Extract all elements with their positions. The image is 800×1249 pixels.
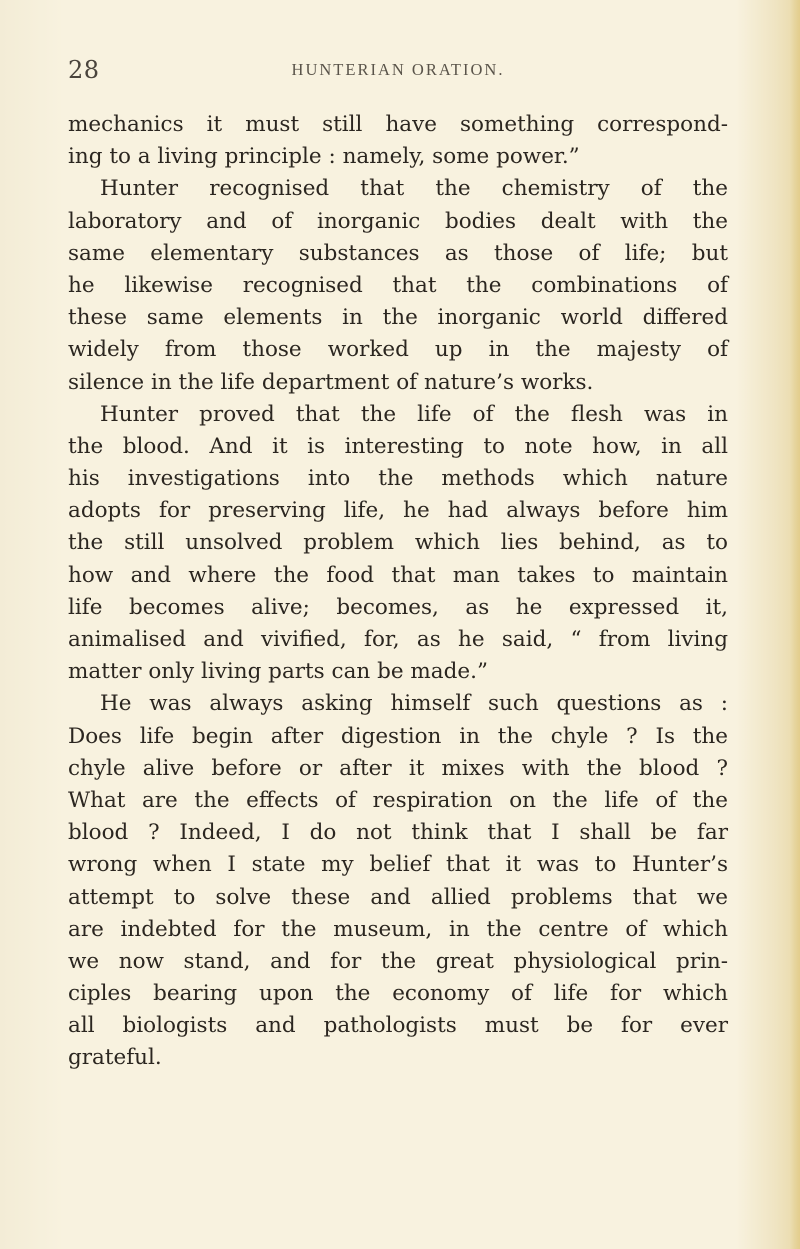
text-line: mechanics it must still have something correspond- — [68, 112, 728, 137]
text-line: these same elements in the inorganic world differed — [68, 305, 728, 331]
text-line: ing to a living principle : namely, some power.” — [68, 144, 580, 170]
text-line: What are the effects of respiration on the life of the — [68, 787, 728, 813]
text-line: matter only living parts can be made.” — [68, 659, 488, 685]
text-line: are indebted for the museum, in the centre of which — [68, 916, 728, 942]
text-line: ciples bearing upon the economy of life for which — [68, 981, 728, 1007]
text-line: we now stand, and for the great physiological prin- — [68, 948, 728, 974]
text-line: blood ? Indeed, I do not think that I shall be far — [68, 820, 728, 846]
page-number: 28 — [68, 56, 100, 84]
running-title: HUNTERIAN ORATION. — [291, 60, 505, 79]
text-line: animalised and vivified, for, as he said, “ from living — [68, 627, 728, 652]
text-line: adopts for preserving life, he had always before him — [68, 498, 728, 524]
running-head — [68, 56, 728, 86]
text-line: life becomes alive; becomes, as he expressed it, — [68, 594, 728, 620]
body-text — [68, 109, 728, 1075]
text-line: his investigations into the methods which nature — [68, 466, 728, 492]
text-line: how and where the food that man takes to maintain — [68, 562, 728, 588]
text-line: all biologists and pathologists must be for ever — [68, 1013, 728, 1039]
text-line: the blood. And it is interesting to note how, in all — [68, 433, 728, 459]
text-line: laboratory and of inorganic bodies dealt with the — [68, 208, 728, 234]
text-line: same elementary substances as those of life; but — [68, 240, 728, 266]
paragraph-start-line: He was always asking himself such questions as : — [100, 691, 728, 717]
text-line: the still unsolved problem which lies behind, as to — [68, 530, 728, 556]
text-line: chyle alive before or after it mixes with the blood ? — [68, 755, 728, 781]
paragraph-start-line: Hunter recognised that the chemistry of the — [100, 176, 728, 202]
text-line: he likewise recognised that the combinations of — [68, 272, 728, 298]
paragraph-start-line: Hunter proved that the life of the flesh was in — [100, 401, 728, 427]
page-edge-shadow — [790, 0, 800, 1249]
text-line: Does life begin after digestion in the chyle ? Is the — [68, 723, 728, 749]
text-line: widely from those worked up in the majesty of — [68, 337, 728, 363]
text-line: silence in the life department of nature’s works. — [68, 369, 594, 395]
text-line: wrong when I state my belief that it was to Hunter’s — [68, 852, 728, 878]
text-line: grateful. — [68, 1045, 162, 1071]
text-line: attempt to solve these and allied problems that we — [68, 884, 728, 910]
